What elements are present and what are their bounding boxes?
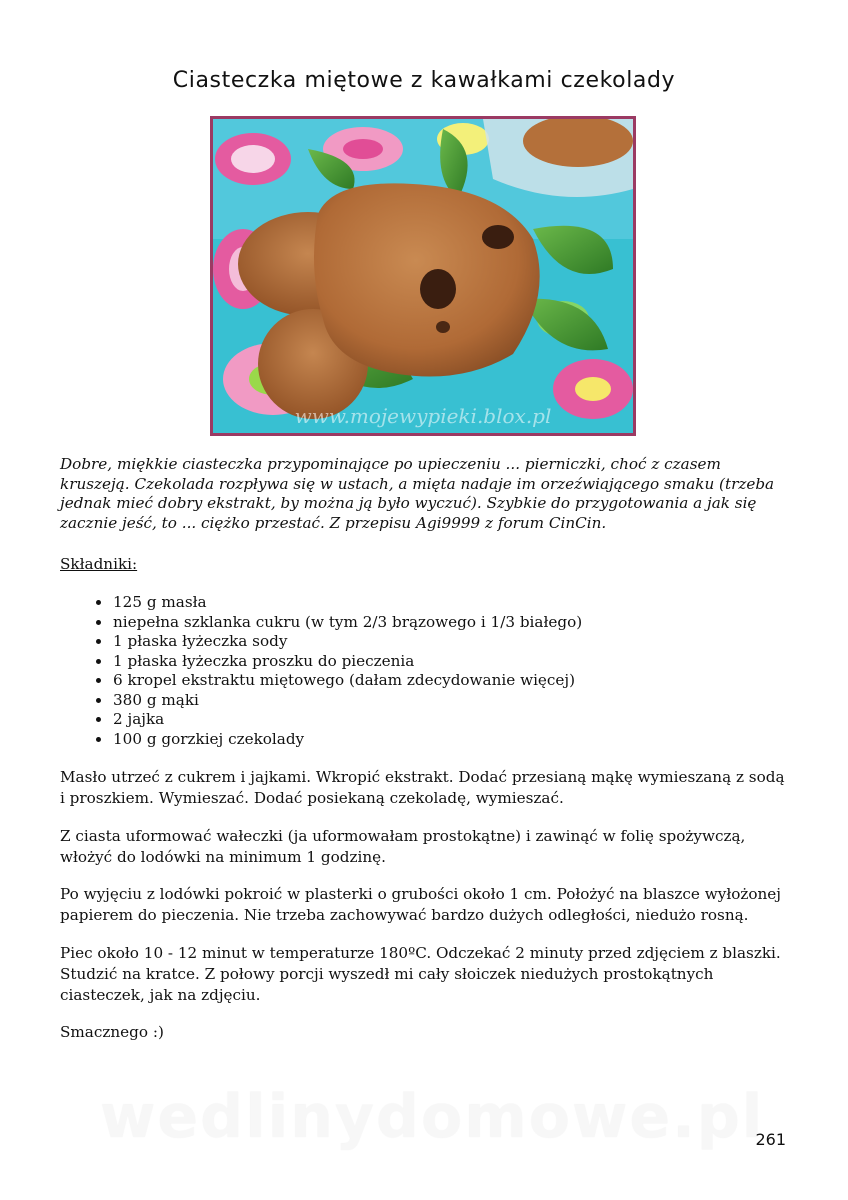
intro-paragraph: Dobre, miękkie ciasteczka przypominające po upieczeniu ... pierniczki, choć z czasem kruszeją. Czekolada rozpływa się w ustach, a mięta nadaje im orzeźwiającego smaku (trzeba jednak mieć dobry ekstrakt, by można ją było wyczuć). Szybkie do przygotowania a jak się zacznie jeść, to ... ciężko przestać. Z przepisu Agi9999 z forum CinCin.	[60, 455, 775, 532]
page-title: Ciasteczka miętowe z kawałkami czekolady	[172, 68, 676, 93]
list-item: • 2 jajka	[112, 710, 582, 730]
cookies-illustration	[213, 119, 633, 433]
photo-watermark: www.mojewypieki.blox.pl	[294, 404, 552, 428]
list-item: • 380 g mąki	[112, 691, 582, 711]
ingredients-list	[60, 593, 582, 749]
ingredients-heading: Składniki:	[60, 555, 138, 573]
step-paragraph-4: Piec około 10 - 12 minut w temperaturze 180ºC. Odczekać 2 minuty przed zdjęciem z blaszki. Studzić na kratce. Z połowy porcji wyszedł mi cały słoiczek niedużych prostokątnych ciasteczek, jak na zdjęciu.	[60, 944, 781, 1004]
list-item: • 6 kropel ekstraktu miętowego (dałam zdecydowanie więcej)	[112, 671, 582, 691]
list-item: • 1 płaska łyżeczka sody	[112, 632, 582, 652]
page-number: 261	[755, 1130, 786, 1149]
list-item: • 125 g masła	[112, 593, 582, 613]
step-paragraph-3: Po wyjęciu z lodówki pokroić w plasterki o grubości około 1 cm. Położyć na blaszce wyłożonej papierem do pieczenia. Nie trzeba zachowywać bardzo dużych odległości, niedużo rosną.	[60, 885, 782, 924]
step-paragraph-1: Masło utrzeć z cukrem i jajkami. Wkropić ekstrakt. Dodać przesianą mąkę wymieszaną z sodą i proszkiem. Wymieszać. Dodać posiekaną czekoladę, wymieszać.	[60, 768, 785, 807]
site-watermark: wedlinydomowe.pl	[100, 1082, 765, 1152]
list-item: • niepełna szklanka cukru (w tym 2/3 brązowego i 1/3 białego)	[112, 613, 582, 633]
list-item: • 100 g gorzkiej czekolady	[112, 730, 582, 750]
closing-text: Smacznego :)	[60, 1023, 164, 1041]
step-paragraph-2: Z ciasta uformować wałeczki (ja uformowałam prostokątne) i zawinąć w folię spożywczą, włożyć do lodówki na minimum 1 godzinę.	[60, 827, 746, 866]
list-item: • 1 płaska łyżeczka proszku do pieczenia	[112, 652, 582, 672]
recipe-photo	[210, 116, 636, 436]
